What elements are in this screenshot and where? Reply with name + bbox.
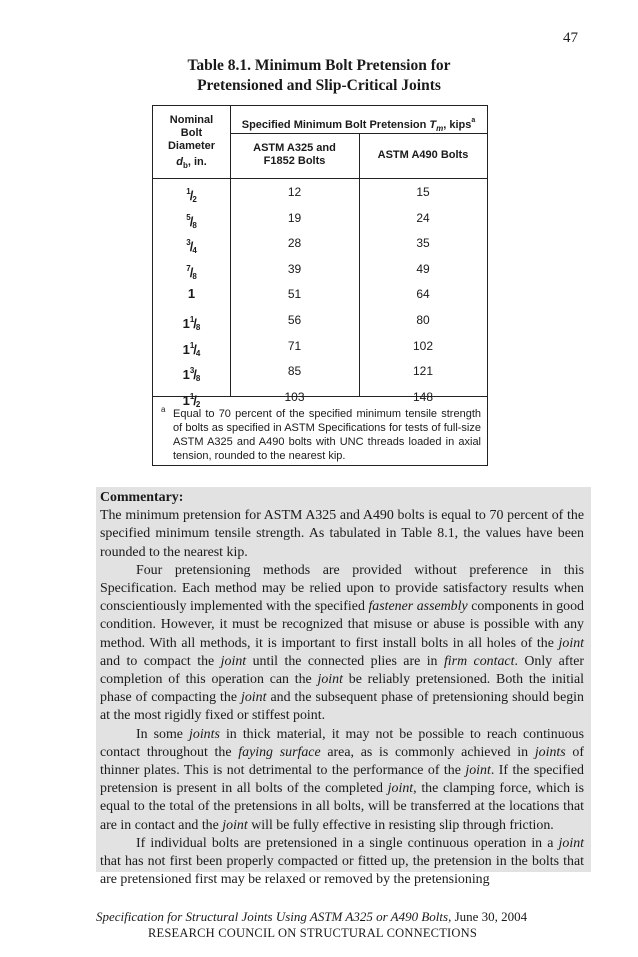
header-nominal-diameter bbox=[153, 114, 230, 172]
commentary-p2 bbox=[100, 562, 584, 726]
header-span-symbol: T bbox=[429, 119, 437, 131]
footnote-mark: a bbox=[161, 405, 166, 414]
commentary-text: in thick material, it may not be possible to reach continuous contact throughout the bbox=[100, 726, 584, 760]
cell-a490: 102 bbox=[412, 338, 434, 353]
bolt-pretension-table bbox=[152, 105, 488, 466]
defined-term: joint bbox=[220, 653, 247, 669]
header-span-mark: a bbox=[471, 117, 476, 124]
cell-diameter: $1^1/_8$ bbox=[182, 315, 201, 332]
header-nominal-line: Diameter bbox=[167, 140, 216, 152]
defined-term: firm contact bbox=[443, 653, 515, 669]
cell-a325: 51 bbox=[287, 287, 302, 302]
cell-diameter: $^3/_4$ bbox=[186, 238, 197, 256]
cell-a325: 19 bbox=[287, 210, 302, 225]
footnote-text: Equal to 70 percent of the specified minimum tensile strength of bolts as specified in ASTM Specifications for tests of full-size ASTM A325 and A490 bolts with UNC threads loaded in axial tension, rounded to the nearest kip. bbox=[173, 408, 481, 462]
cell-diameter: $1^3/_8$ bbox=[182, 366, 201, 384]
cell-a325: 56 bbox=[287, 313, 302, 327]
header-nominal-sub: b bbox=[182, 161, 188, 171]
commentary-p1-text: The minimum pretension for ASTM A325 and A490 bolts is equal to 70 percent of the specified minimum tensile strength. As tabulated in Table 8.1, the values have been rounded to the nearest kip. bbox=[100, 508, 584, 560]
commentary-text: . Only after completion of this operation can the bbox=[100, 653, 585, 688]
commentary-text: will be fully effective in resisting slip through friction. bbox=[247, 817, 554, 833]
commentary-text: Four pretensioning methods are provided without preference in this Specification. Each method may be relied upon to provide satisfactory results when conscientiously implemented with the specified bbox=[100, 562, 584, 615]
header-a490: ASTM A490 Bolts bbox=[377, 149, 469, 161]
commentary-text: components in good condition. However, it must be recognized that misuse or abuse is possible with any method. With all methods, it is important to first install bolts in all holes of the bbox=[100, 599, 584, 651]
footer-publisher: RESEARCH COUNCIL ON STRUCTURAL CONNECTIONS bbox=[148, 926, 478, 940]
header-nominal-symbol: d bbox=[176, 156, 183, 168]
commentary-text: If individual bolts are pretensioned in a single continuous operation in a bbox=[136, 835, 559, 851]
defined-term: joints bbox=[189, 726, 220, 742]
cell-diameter: $^7/_8$ bbox=[186, 263, 197, 281]
footer-spec-title: Specification for Structural Joints Using ASTM A325 or A490 Bolts bbox=[96, 909, 449, 924]
defined-term: joint bbox=[558, 835, 584, 851]
defined-term: joint bbox=[222, 817, 248, 833]
cell-a490: 80 bbox=[416, 313, 430, 327]
commentary-text: that has not first been properly compacted or fitted up, the pretension in the bolts that are pretensioned first may be relaxed or removed by the pretensioning bbox=[100, 854, 584, 888]
defined-term: fastener assembly bbox=[368, 599, 468, 615]
commentary-heading: Commentary: bbox=[100, 490, 184, 505]
cell-a490: 49 bbox=[416, 261, 430, 276]
cell-a490: 35 bbox=[416, 236, 430, 251]
cell-a490: 64 bbox=[416, 287, 430, 302]
header-nominal-line: Bolt bbox=[180, 127, 203, 139]
commentary bbox=[100, 489, 584, 889]
cell-a325: 85 bbox=[287, 364, 302, 379]
table-title-line2: Pretensioned and Slip-Critical Joints bbox=[197, 77, 441, 94]
defined-term: faying surface bbox=[238, 744, 321, 760]
table-title-line1: Table 8.1. Minimum Bolt Pretension for bbox=[187, 57, 451, 74]
commentary-text: In some bbox=[136, 726, 190, 742]
header-span-prefix: Specified Minimum Bolt Pretension bbox=[241, 119, 430, 131]
cell-a490: 15 bbox=[416, 185, 430, 199]
cell-a325: 39 bbox=[287, 261, 302, 276]
commentary-text: . If the specified pretension is present in all bolts of the completed bbox=[100, 763, 585, 797]
header-a325 bbox=[230, 142, 359, 168]
commentary-p1 bbox=[100, 489, 584, 562]
table-footnote bbox=[161, 407, 481, 463]
cell-diameter: $^1/_2$ bbox=[186, 187, 197, 204]
commentary-p4 bbox=[100, 835, 584, 890]
defined-term: joints bbox=[534, 744, 566, 760]
cell-a490: 121 bbox=[412, 364, 434, 379]
page-number: 47 bbox=[563, 30, 578, 46]
commentary-text: and to compact the bbox=[100, 653, 221, 669]
cell-a325: 103 bbox=[284, 389, 305, 404]
cell-a490: 148 bbox=[412, 389, 434, 404]
cell-a325: 71 bbox=[287, 338, 302, 353]
defined-term: joint bbox=[465, 763, 491, 779]
cell-a490: 24 bbox=[416, 210, 430, 225]
cell-diameter: $1^1/_4$ bbox=[182, 340, 201, 358]
defined-term: joint bbox=[241, 690, 267, 706]
defined-term: joint bbox=[558, 635, 584, 651]
cell-diameter: $^5/_8$ bbox=[186, 212, 197, 230]
commentary-text: until the connected plies are in bbox=[246, 653, 444, 669]
commentary-text: of thinner plates. This is not detrimental to the performance of the bbox=[100, 744, 584, 779]
cell-a325: 28 bbox=[287, 236, 302, 251]
commentary-p3 bbox=[100, 726, 584, 835]
commentary-text: and the subsequent phase of pretensioning should begin at the most rigidly fixed or stiffest point. bbox=[100, 690, 584, 724]
footer-citation bbox=[96, 909, 527, 925]
header-a325-line1: ASTM A325 and bbox=[253, 142, 336, 154]
table-rule bbox=[153, 178, 487, 179]
footer-date: , June 30, 2004 bbox=[448, 909, 528, 924]
defined-term: joint bbox=[317, 672, 343, 688]
header-a325-line2: F1852 Bolts bbox=[263, 155, 326, 167]
cell-diameter: $1^1/_2$ bbox=[182, 391, 201, 409]
header-nominal-unit: , in. bbox=[187, 156, 207, 168]
commentary-text: , the clamping force, which is equal to the total of the pretensions in all bolts, will be transferred at the locations that are in contact and the bbox=[100, 781, 584, 833]
table-title bbox=[0, 56, 638, 96]
header-span bbox=[230, 114, 487, 135]
header-span-suffix: , kips bbox=[443, 119, 472, 131]
commentary-text: area, as is commonly achieved in bbox=[320, 744, 535, 760]
defined-term: joint bbox=[387, 781, 414, 797]
cell-diameter: 1 bbox=[187, 286, 196, 302]
header-span-sub: m bbox=[436, 124, 444, 134]
cell-a325: 12 bbox=[287, 185, 302, 199]
header-nominal-line: Nominal bbox=[169, 114, 214, 126]
commentary-text: be reliably pretensioned. Both the initial phase of compacting the bbox=[100, 672, 584, 706]
